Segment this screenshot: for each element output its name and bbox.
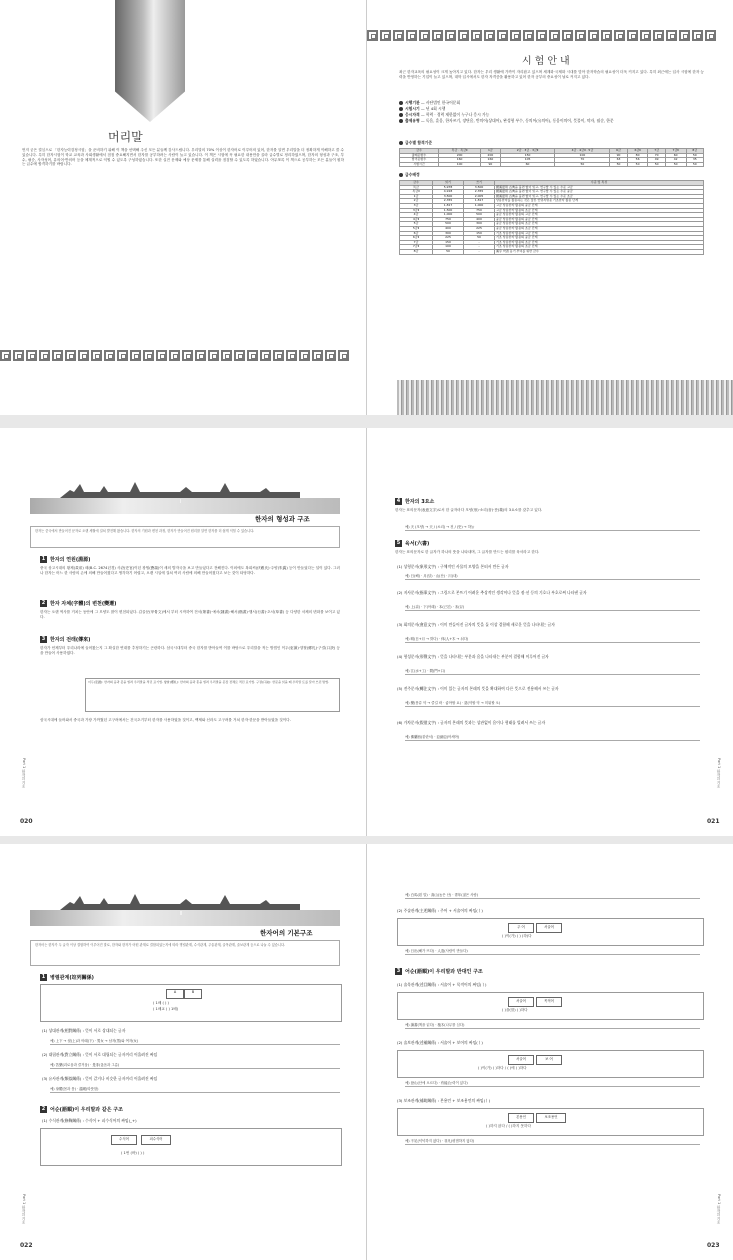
- table-header: 4급 · 4급Ⅱ · 5급: [555, 149, 610, 154]
- table-cell: 400: [464, 217, 495, 222]
- preface-meander-border: [0, 350, 349, 362]
- auxiliary-diagram: [397, 1108, 704, 1136]
- table-cell: 50: [686, 162, 703, 167]
- table-cell: 160: [481, 158, 500, 163]
- page-gap: [0, 836, 733, 844]
- table-cell: 90: [481, 162, 500, 167]
- table-cell: 300: [464, 222, 495, 227]
- predicate-complement-diagram: [397, 1050, 704, 1078]
- diagram-row: ( 1배 ( ) ): [153, 1001, 169, 1005]
- table-cell: 8급: [400, 249, 433, 254]
- table-cell: 1,000: [433, 213, 464, 218]
- table-header: 급수: [400, 181, 433, 186]
- table-header: 7급Ⅱ: [665, 149, 686, 154]
- relation-item-title: (2) 대립관계(對立關係) : 뜻이 서로 대립되는 글자끼리 어울려진 짜임: [42, 1052, 158, 1057]
- bullet-icon: [399, 107, 403, 111]
- spread-word-structure: [0, 844, 733, 1260]
- pass-criteria-table: [399, 148, 704, 167]
- table-cell: 60: [665, 153, 686, 158]
- exam-item-text: 년 4회 시행: [425, 106, 446, 111]
- example-line: 예) 白馬(흰 말) · 高山(높은 산) · 靑年(젊은 사람): [405, 892, 700, 899]
- chapter-title: 한자의 형성과 구조: [255, 515, 310, 523]
- running-side-label: Part 1 한자의 기초: [22, 758, 26, 788]
- table-header: 특급 · 특급Ⅱ: [438, 149, 480, 154]
- table-cell: 기초 상용한자 활용의 초급 단계: [495, 245, 704, 250]
- table-cell: 50: [648, 162, 665, 167]
- example-line: 예) 讀書(책을 읽다) · 植木(나무를 심다): [405, 1022, 700, 1029]
- example-line: 예) 樂(풍류 악 → 즐길 락 · 좋아할 요) · 惡(악할 악 → 미워할 오): [405, 700, 700, 707]
- section-number: 2: [41, 600, 46, 606]
- section-text: 중국 상고시대의 황제(黃帝) 때(B.C. 2674년경) 사관(史官)이던 창힐(蒼頡)이 새의 발자국을 보고 만들었다고 전해진다. 이외에도 복희씨(伏羲氏)·주양(朱襄) 등이 만들었다는 설이 있다. 그러나 한자는 어느 한 사람의 손에 의해 만들어졌다고 생각하기 어렵고, 오랜 시일에 걸쳐 여러 사람에 의해 만들어졌다고 보는 것이 타당하다.: [40, 566, 340, 575]
- example-line: 예) 日(해) · 月(달) · 山(산) · 川(내): [405, 573, 700, 580]
- table-cell: 7급: [400, 240, 433, 245]
- table-header: 읽기: [433, 181, 464, 186]
- table-cell: 2,355: [464, 190, 495, 195]
- pass-heading-text: 급수별 합격기준: [405, 140, 432, 145]
- table-header: 8급: [686, 149, 703, 154]
- section-title: 육서(六書): [405, 541, 430, 547]
- section-number: 4: [396, 498, 401, 504]
- table-cell: 國漢混用 古典을 불편 없이 읽고, 연구할 수 있는 수준 중급: [495, 190, 704, 195]
- table-cell: 225: [464, 226, 495, 231]
- exam-item-label: 시행기관: [405, 100, 420, 105]
- skyline-illustration: [60, 892, 300, 910]
- note-box: 이두(吏讀): 한자의 음과 뜻을 빌려 우리말을 적던 표기법. 향찰(鄕札): 한자의 음과 훈을 빌려 우리말을 문장 전체로 적던 표기법. 구결(口訣): 한문을 읽을 때 우리말 토를 달아 쓰던 방법.: [85, 678, 340, 712]
- example-line: 예) 日出(해가 뜨다) · 人造(사람이 만들다): [405, 948, 700, 955]
- bullet-icon: [399, 173, 403, 177]
- preface-body: 먼저 굳은 결심으로 「한자능력검정시험」을 준비하기 위해 이 책을 선택해 주신 모든 분들께 감사드립니다. 우리말의 70% 이상이 한자어로 이루어져 있어, 한자를 알면 우리말을 더 정확하게 이해하고 쓸 수 있습니다. 특히 한자시험이 학교 교육과 사회생활에서 점점 중요해지면서 한자를 공부하려는 사람이 늘고 있습니다. 이 책은 시험에 꼭 필요한 내용만을 골라 급수별로 정리하였으며, 한자의 형성과 구조, 부수, 필순, 사자성어, 유의어·반의어 등을 체계적으로 익힐 수 있도록 구성하였습니다. 또한 실전 문제와 예상 문제를 통해 실력을 점검할 수 있도록 하였습니다. 아무쪼록 이 책으로 공부하는 모든 분들이 원하는 급수에 합격하기를 바랍니다.: [22, 148, 344, 167]
- page-preface: [0, 0, 366, 415]
- relation-item-title: (3) 유사관계(類似關係) : 뜻이 같거나 비슷한 글자끼리 어울려진 짜임: [42, 1076, 158, 1081]
- table-cell: 漢字 학習 동기 부여를 위한 급수: [495, 249, 704, 254]
- chapter-number: Ⅱ: [180, 911, 183, 917]
- page-number: 023: [707, 1242, 720, 1249]
- page-exam-info: [367, 0, 733, 415]
- section-title: 어순(語順)이 우리말과 반대인 구조: [405, 969, 483, 975]
- table-cell: 105: [500, 158, 555, 163]
- parallel-diagram: [40, 984, 342, 1022]
- diagram-box-b: 목적어: [536, 997, 562, 1007]
- example-line: 예) 佛蘭西(불란서) · 亞細亞(아세아): [405, 734, 700, 741]
- table-cell: 50: [627, 162, 648, 167]
- table-cell: 특급: [400, 185, 433, 190]
- example-line: 예) 上下 → 윗(上)과 아래(下) · 男女 → 남자(男)와 여자(女): [50, 1038, 340, 1045]
- relation-item-title: (2) 주술관계(主述關係) : 주어 + 서술어의 짜임(ㅣ): [397, 908, 483, 913]
- page-gap: [0, 415, 733, 428]
- exam-info-title: 시험안내: [522, 56, 573, 67]
- table-cell: 기초 상용한자 활용의 초급 단계: [495, 240, 704, 245]
- example-line: 예) 苦樂(괴로움과 즐거움) · 是非(옳음과 그름): [50, 1062, 340, 1069]
- table-cell: 6급: [400, 231, 433, 236]
- table-cell: 國漢混用 古典을 불편 없이 읽고, 연구할 수 있는 수준 초급: [495, 194, 704, 199]
- diagram-row: ( )을(를) ( )하다: [502, 1008, 528, 1012]
- diagram-row: ( 1배교 ( ) 1배): [153, 1007, 179, 1011]
- chapter-bar: [30, 498, 340, 514]
- decorative-texture-band: [397, 380, 733, 415]
- section-heading: [395, 540, 429, 547]
- page-020: [0, 428, 366, 836]
- bullet-icon: [399, 113, 403, 117]
- six-scripts-item-title: (3) 회의문자(會意文字) : 이미 만들어진 글자의 뜻을 둘 이상 결합해 새로운 뜻을 나타내는 글자: [397, 622, 555, 627]
- table-cell: 2급: [400, 199, 433, 204]
- table-cell: 國漢混用 古典을 불편 없이 읽고, 연구할 수 있는 수준 고급: [495, 185, 704, 190]
- table-cell: 중급 상용한자 활용의 초급 단계: [495, 226, 704, 231]
- section-text: 한자는 오랜 역사를 거치는 동안에 그 모양도 많이 변천되었다. 갑골문(甲骨文)에서 부터 시작하여 전서(篆書)·예서(隸書)·해서(楷書)·행서(行書)·초서(草書) 등 다양한 서체의 변화를 보이고 있다.: [40, 610, 340, 619]
- chapter-number: Ⅰ: [180, 499, 182, 505]
- running-side-label: Part 1 한자의 기초: [717, 1194, 721, 1224]
- table-cell: 100: [555, 153, 610, 158]
- exam-item-label: 응시자격: [405, 112, 420, 117]
- section-number: 1: [41, 556, 46, 562]
- diagram-box-a: A: [166, 989, 184, 999]
- six-scripts-item-title: (1) 상형문자(象形文字) : 구체적인 사물의 모양을 본떠서 만든 글자: [397, 564, 509, 569]
- section-heading: [40, 636, 90, 643]
- page-number: 021: [707, 818, 720, 825]
- table-cell: 3,500: [464, 185, 495, 190]
- table-header: 쓰기: [464, 181, 495, 186]
- diagram-box-b: 서술어: [536, 923, 562, 933]
- table-cell: 160: [438, 158, 480, 163]
- spread-preface-exam-info: [0, 0, 733, 415]
- table-cell: 50: [464, 236, 495, 241]
- exam-item: 시행기관 — 사단법인 한국어문회: [399, 100, 704, 106]
- section-title: 한자의 3요소: [405, 499, 435, 505]
- chapter-lead: 한자는 중국에서 만들어진 문자로 오랜 세월에 걸쳐 발전해 왔습니다. 한자의 기원과 변천 과정, 한자가 만들어진 원리를 알면 한자를 더 쉽게 익힐 수 있습니다.: [30, 526, 340, 548]
- chapter-bar: [30, 910, 340, 926]
- table-cell: 합격문항수: [400, 158, 439, 163]
- table-cell: 200: [438, 153, 480, 158]
- example-line: 예) 上(위) · 下(아래) · 本(근본) · 末(끝): [405, 604, 700, 611]
- preface-banner-ribbon: [115, 0, 185, 122]
- diagram-box-a: 본용언: [508, 1113, 534, 1123]
- level-table: [399, 180, 704, 255]
- page-023: [367, 844, 733, 1260]
- bullet-icon: [399, 101, 403, 105]
- table-cell: 2,355: [433, 199, 464, 204]
- section-title: 한자의 연원(淵源): [50, 557, 91, 563]
- table-cell: 70: [648, 153, 665, 158]
- predicate-object-diagram: [397, 992, 704, 1020]
- diagram-row: ( )하지 않다 / ( )하지 못하다: [486, 1124, 531, 1128]
- exam-item-text: 독음, 훈음, 한자쓰기, 장단음, 반의어(상대어), 완성형 부수, 동의어(유의어), 동음이의어, 뜻풀이, 약자, 필순, 한문: [425, 118, 614, 123]
- section-heading: [40, 600, 116, 607]
- table-cell: 500: [464, 213, 495, 218]
- section-number: 3: [396, 968, 401, 974]
- exam-item-label: 출제유형: [405, 118, 420, 123]
- section-title: 병렬관계(竝列關係): [50, 975, 94, 981]
- example-line: 예) 天 (모양) → 天 / (소리) → 천 / (뜻) → 하늘: [405, 524, 700, 531]
- table-row: [400, 249, 704, 254]
- diagram-box-a: 서술어: [508, 997, 534, 1007]
- table-header: 1급: [481, 149, 500, 154]
- table-cell: 3,500: [433, 194, 464, 199]
- section-heading: [40, 556, 90, 563]
- relation-item-title: (2) 술보관계(述補關係) : 서술어 + 보어의 짜임(ㅣ): [397, 1040, 483, 1045]
- example-line: 예) 明(日+月 → 밝다) · 休(人+木 → 쉬다): [405, 636, 700, 643]
- level-heading: [399, 172, 420, 178]
- table-header: 7급: [648, 149, 665, 154]
- modifier-diagram: [40, 1128, 342, 1166]
- bullet-icon: [399, 119, 403, 123]
- section-number: 3: [41, 636, 46, 642]
- table-cell: 100: [438, 162, 480, 167]
- six-scripts-item-title: (2) 지사문자(指事文字) : 그림으로 본뜨기 어려운 추상적인 생각이나 뜻을 점·선 등의 기호나 부호로써 나타낸 글자: [397, 590, 587, 595]
- table-cell: 4급Ⅱ: [400, 217, 433, 222]
- relation-item-title: (3) 보조관계(補助關係) : 본용언 + 보조용언의 짜임(ㅣ): [397, 1098, 491, 1103]
- exam-item-text: 사단법인 한국어문회: [425, 100, 461, 105]
- relation-item-title: (1) 술목관계(述目關係) : 서술어 + 목적어의 짜임(ㅣ): [397, 982, 487, 987]
- section-text: 한자는 표의문자(表意文字)로서 한 글자마다 모양(形)·소리(音)·뜻(義)의 3요소를 갖추고 있다.: [395, 508, 543, 512]
- table-cell: 50: [433, 249, 464, 254]
- table-cell: 5,978: [433, 185, 464, 190]
- table-cell: 35: [686, 158, 703, 163]
- table-cell: 기초 상용한자 활용의 고급 단계: [495, 231, 704, 236]
- example-line: 예) 登山(산에 오르다) · 有能(능력이 있다): [405, 1080, 700, 1087]
- section-title: 한자의 전래(傳來): [50, 637, 91, 643]
- table-cell: 63: [610, 158, 627, 163]
- exam-item-label: 시험시기: [405, 106, 420, 111]
- diagram-box-a: 서술어: [508, 1055, 534, 1065]
- table-cell: 150: [433, 240, 464, 245]
- section-number: 5: [396, 540, 401, 546]
- table-cell: 4급: [400, 213, 433, 218]
- skyline-illustration: [60, 480, 300, 498]
- table-cell: 1,817: [464, 199, 495, 204]
- diagram-row: ( )이(가) ( )하다 / ( )에 ( )하다: [478, 1066, 527, 1070]
- table-cell: 150: [464, 231, 495, 236]
- relation-item-title: (1) 상대관계(相對關係) : 뜻이 서로 상대되는 글자: [42, 1028, 126, 1033]
- page-number: 022: [20, 1242, 33, 1249]
- table-header: 수준 및 특성: [495, 181, 704, 186]
- table-cell: -: [464, 240, 495, 245]
- section-text-after: 삼국시대에 들어와서 중국과 가장 가까웠던 고구려에서는 건국초기부터 한자를 사용하였을 것이고, 백제와 신라도 고구려를 거쳐 한자·한문을 받아들였을 것이다.: [40, 718, 291, 722]
- table-cell: -: [464, 249, 495, 254]
- table-cell: 50: [555, 162, 610, 167]
- table-cell: 60: [500, 162, 555, 167]
- table-cell: 50: [665, 162, 686, 167]
- table-cell: 90: [610, 153, 627, 158]
- six-scripts-item-title: (6) 가차문자(假借文字) : 글자의 본래의 뜻과는 상관없이 음이나 형태를 빌려서 쓰는 글자: [397, 720, 546, 725]
- page-number: 020: [20, 818, 33, 825]
- exam-meander-border: [367, 30, 716, 42]
- table-cell: 고급 상용한자 활용의 초급 단계: [495, 208, 704, 213]
- table-cell: 42: [665, 158, 686, 163]
- table-cell: 49: [648, 158, 665, 163]
- exam-item: 시험시기 — 년 4회 시행: [399, 106, 704, 112]
- chapter-lead: 한자어는 한자가 두 글자 이상 결합하여 이루어진 말로, 한자와 한자가 어떤 관계로 결합되었는지에 따라 병렬관계, 수식관계, 주술관계, 술목관계, 술보관계 등으로 나눌 수 있습니다.: [30, 940, 340, 966]
- table-cell: 기초 상용한자 활용의 중급 단계: [495, 236, 704, 241]
- table-cell: 50: [610, 162, 627, 167]
- subject-predicate-diagram: [397, 918, 704, 946]
- table-cell: 80: [627, 153, 648, 158]
- table-cell: 200: [481, 153, 500, 158]
- table-cell: 56: [627, 158, 648, 163]
- exam-item-text: 학력 · 경력 제한없이 누구나 응시 가능: [425, 112, 490, 117]
- section-text: 한자가 언제부터 우리나라에 들어왔는지 그 확실한 연대를 추정하기는 곤란하다. 삼국시대부터 중국 한자를 받아들여 이를 바탕으로 우리말을 적는 방법인 이두(吏讀)·향찰(鄕札)·구결(口訣) 등을 만들어 사용하였다.: [40, 646, 340, 655]
- table-cell: 3급Ⅱ: [400, 208, 433, 213]
- table-cell: 중급 상용한자 활용의 고급 단계: [495, 213, 704, 218]
- example-line: 예) 身體(몸과 몸) · 溫暖(따뜻함): [50, 1086, 340, 1093]
- section-heading: [395, 498, 434, 505]
- diagram-row: ( )이(가) ( ) (하)다: [502, 934, 532, 938]
- table-cell: 3급: [400, 203, 433, 208]
- exam-items: [399, 100, 704, 124]
- table-cell: 100: [433, 245, 464, 250]
- six-scripts-item-title: (4) 형성문자(形聲文字) : 뜻을 나타내는 부분과 음을 나타내는 부분이 결합해 이루어진 글자: [397, 654, 549, 659]
- section-heading: [40, 1106, 123, 1113]
- running-side-label: Part 1 한자의 기초: [22, 1194, 26, 1224]
- diagram-box-b: B: [184, 989, 202, 999]
- chapter-title: 한자어의 기본구조: [260, 929, 313, 937]
- table-cell: 1,500: [433, 208, 464, 213]
- table-cell: 중급 상용한자 활용의 초급 단계: [495, 222, 704, 227]
- table-cell: 특급Ⅱ: [400, 190, 433, 195]
- table-cell: 70: [555, 158, 610, 163]
- section-number: 2: [41, 1106, 46, 1112]
- table-cell: 1,817: [433, 203, 464, 208]
- section-heading: [395, 968, 483, 975]
- example-line: 예) 不足(넉넉하지 않다) · 非凡(평범하지 않다): [405, 1138, 700, 1145]
- table-cell: 5급Ⅱ: [400, 226, 433, 231]
- table-cell: 750: [464, 208, 495, 213]
- exam-intro: 최근 한자교육의 필요성이 크게 높아지고 있다. 한자는 우리 생활에 가까이 자리잡고 있으며 세계화·국제화 시대를 맞아 한자학습의 필요성이 더욱 커지고 있다. 특히 최근에는 입사 시험에 한자 능력을 반영하는 기업이 늘고 있으며, 대학 입시에서도 한자 자격증을 활용하고 있어 한자 공부의 중요성이 날로 커지고 있다.: [399, 70, 704, 79]
- exam-item: 응시자격 — 학력 · 경력 제한없이 누구나 응시 가능: [399, 112, 704, 118]
- table-cell: 225: [433, 236, 464, 241]
- diagram-box-b: 피수식어: [141, 1135, 171, 1145]
- diagram-box-b: 보 어: [536, 1055, 562, 1065]
- section-number: 1: [41, 974, 46, 980]
- table-cell: 300: [433, 231, 464, 236]
- diagram-box-a: 수식어: [111, 1135, 137, 1145]
- table-cell: 1급: [400, 194, 433, 199]
- table-cell: 750: [433, 217, 464, 222]
- diagram-box-a: 주 어: [508, 923, 534, 933]
- six-scripts-item-title: (5) 전주문자(轉注文字) : 이미 있는 글자의 본래의 뜻을 확대하여 다른 뜻으로 전용해서 쓰는 글자: [397, 686, 559, 691]
- table-cell: 중급 상용한자 활용의 중급 단계: [495, 217, 704, 222]
- table-cell: -: [464, 245, 495, 250]
- table-cell: 5급: [400, 222, 433, 227]
- level-heading-text: 급수배정: [405, 172, 420, 177]
- table-cell: 500: [433, 222, 464, 227]
- table-cell: 150: [500, 153, 555, 158]
- preface-title: 머리말: [108, 130, 143, 144]
- table-header: 급수: [400, 149, 439, 154]
- section-title: 한자 자체(字體)의 변천(變遷): [50, 601, 117, 607]
- running-side-label: Part 1 한자의 기초: [717, 758, 721, 788]
- bullet-icon: [399, 141, 403, 145]
- page-022: [0, 844, 366, 1260]
- table-row: [400, 162, 704, 167]
- table-header: 6급: [610, 149, 627, 154]
- table-cell: 50: [686, 153, 703, 158]
- table-header: 2급 · 3급 · 3급Ⅱ: [500, 149, 555, 154]
- table-cell: 고급 상용한자 활용의 중급 단계: [495, 203, 704, 208]
- table-header: 6급Ⅱ: [627, 149, 648, 154]
- table-cell: 출제문항수: [400, 153, 439, 158]
- table-cell: 시험시간: [400, 162, 439, 167]
- table-cell: 상용한자를 활용하는 것은 물론 인명지명용 기초한자 활용 단계: [495, 199, 704, 204]
- table-cell: 2,005: [464, 194, 495, 199]
- section-text: 한자는 표의문자로 한 글자가 하나의 뜻을 나타내며, 그 글자를 만드는 원리를 육서라고 한다.: [395, 550, 540, 554]
- table-cell: 400: [433, 226, 464, 231]
- example-line: 예) 江(水+工) · 問(門+口): [405, 668, 700, 675]
- diagram-box-b: 보조용언: [536, 1113, 566, 1123]
- relation-item-title: (1) 수식관계(修飾關係) : 수식어 + 피수식어의 짜임(_+): [42, 1118, 137, 1123]
- spread-formation-structure: [0, 428, 733, 836]
- pass-criteria-heading: [399, 140, 432, 146]
- table-cell: 1,000: [464, 203, 495, 208]
- section-heading: [40, 974, 94, 981]
- table-cell: 6급Ⅱ: [400, 236, 433, 241]
- table-cell: 7급Ⅱ: [400, 245, 433, 250]
- table-cell: 4,918: [433, 190, 464, 195]
- exam-item: 출제유형 — 독음, 훈음, 한자쓰기, 장단음, 반의어(상대어), 완성형 부수, 동의어(유의어), 동음이의어, 뜻풀이, 약자, 필순, 한문: [399, 118, 704, 124]
- diagram-row: ( 1번 (바) ( ) ): [121, 1151, 145, 1155]
- page-021: [367, 428, 733, 836]
- section-title: 어순(語順)이 우리말과 같은 구조: [50, 1107, 123, 1113]
